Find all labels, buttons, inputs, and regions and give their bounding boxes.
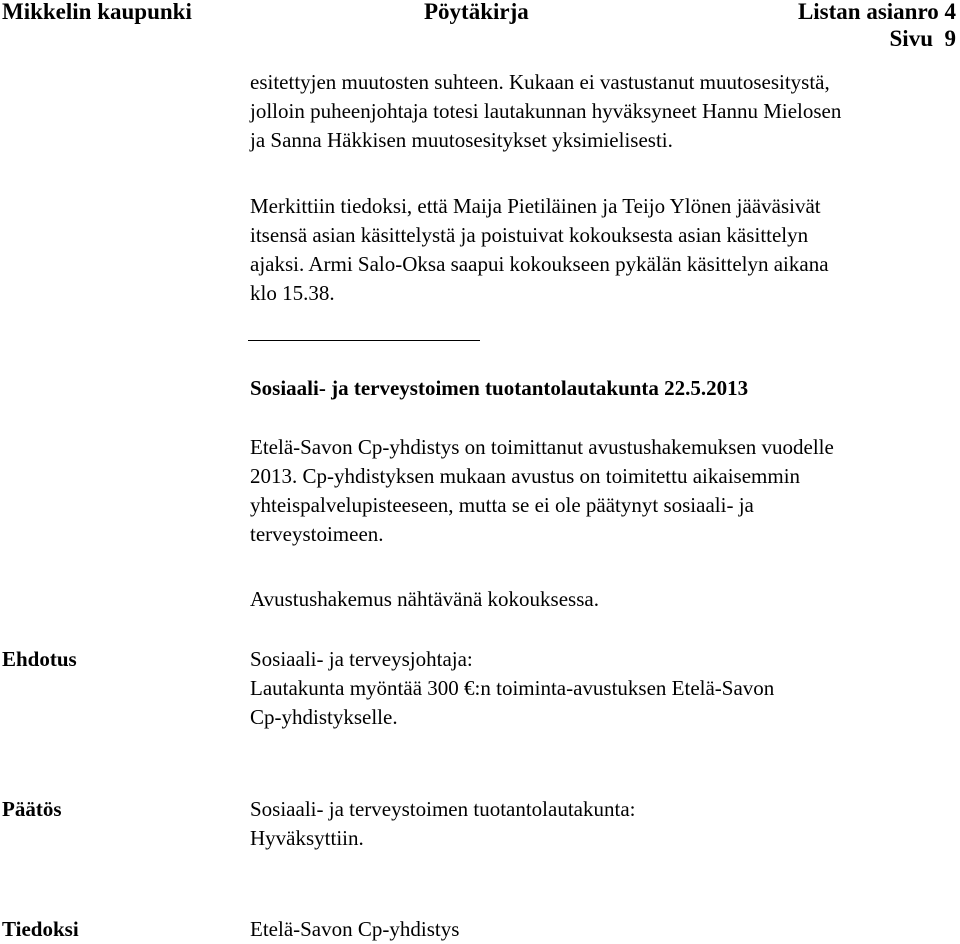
list-item-number: Listan asianro 4: [797, 0, 956, 24]
text-line: Cp-yhdistykselle.: [250, 705, 398, 729]
ehdotus-label: Ehdotus: [2, 647, 77, 671]
text-line: yhteispalvelupisteeseen, mutta se ei ole päätynyt sosiaali- ja: [250, 493, 754, 517]
text-line: ajaksi. Armi Salo-Oksa saapui kokoukseen pykälän käsittelyn aikana: [250, 252, 829, 276]
tiedoksi-label: Tiedoksi: [2, 917, 79, 941]
text-line: ja Sanna Häkkisen muutosesitykset yksimielisesti.: [250, 128, 673, 152]
text-line: klo 15.38.: [250, 281, 335, 305]
paragraph-available: [250, 585, 955, 614]
organization-name: Mikkelin kaupunki: [2, 0, 192, 24]
text-line: Sosiaali- ja terveysjohtaja:: [250, 647, 473, 671]
ehdotus-content: [250, 645, 955, 732]
paatos-content: [250, 795, 955, 853]
paragraph-disqualification: [250, 192, 955, 308]
section-heading: Sosiaali- ja terveystoimen tuotantolautakunta 22.5.2013: [250, 376, 749, 400]
document-type: Pöytäkirja: [424, 0, 529, 24]
text-line: Avustushakemus nähtävänä kokouksessa.: [250, 587, 599, 611]
paragraph-application: [250, 433, 955, 549]
separator-line: [248, 340, 480, 341]
text-line: Merkittiin tiedoksi, että Maija Pietiläinen ja Teijo Ylönen jääväsivät: [250, 194, 821, 218]
text-line: Hyväksyttiin.: [250, 826, 364, 850]
text-line: Etelä-Savon Cp-yhdistys on toimittanut avustushakemuksen vuodelle: [250, 435, 834, 459]
text-line: itsensä asian käsittelystä ja poistuivat kokouksesta asian käsittelyn: [250, 223, 809, 247]
text-line: 2013. Cp-yhdistyksen mukaan avustus on toimitettu aikaisemmin: [250, 464, 801, 488]
paragraph-amendment-vote: [250, 68, 955, 155]
text-line: esitettyjen muutosten suhteen. Kukaan ei vastustanut muutosesitystä,: [250, 70, 830, 94]
text-line: Sosiaali- ja terveystoimen tuotantolautakunta:: [250, 797, 636, 821]
text-line: terveystoimeen.: [250, 522, 384, 546]
paatos-label: Päätös: [2, 797, 62, 821]
tiedoksi-content: [250, 915, 955, 944]
page-header: [0, 0, 960, 60]
text-line: jolloin puheenjohtaja totesi lautakunnan hyväksyneet Hannu Mielosen: [250, 99, 842, 123]
page-number: Sivu 9: [889, 26, 956, 51]
text-line: Etelä-Savon Cp-yhdistys: [250, 917, 460, 941]
text-line: Lautakunta myöntää 300 €:n toiminta-avustuksen Etelä-Savon: [250, 676, 775, 700]
